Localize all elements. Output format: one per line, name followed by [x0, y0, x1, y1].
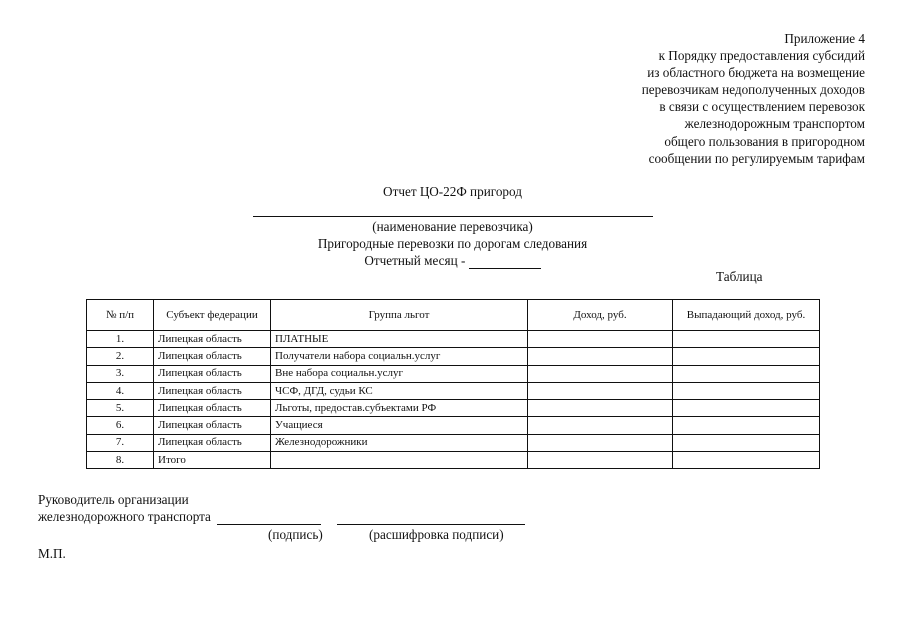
row-num: 8. — [87, 452, 154, 469]
signature-role-line2-row — [38, 508, 525, 525]
appendix-line: Приложение 4 — [784, 31, 865, 46]
row-lost-income — [673, 452, 820, 469]
header-lost-income: Выпадающий доход, руб. — [673, 300, 820, 331]
header-income: Доход, руб. — [528, 300, 673, 331]
appendix-line: из областного бюджета на возмещение — [647, 65, 865, 81]
appendix-header — [642, 30, 865, 167]
row-lost-income — [673, 417, 820, 434]
row-subject: Липецкая область — [154, 348, 271, 365]
row-lost-income — [673, 434, 820, 451]
appendix-line: в связи с осуществлением перевозок — [659, 99, 865, 115]
report-title: Отчет ЦО-22Ф пригород — [383, 184, 522, 199]
row-benefit-group — [271, 452, 528, 469]
row-income — [528, 434, 673, 451]
row-lost-income — [673, 365, 820, 382]
row-benefit-group: Учащиеся — [271, 417, 528, 434]
table-row — [87, 434, 820, 451]
row-subject: Липецкая область — [154, 417, 271, 434]
row-income — [528, 365, 673, 382]
row-subject: Липецкая область — [154, 434, 271, 451]
signature-caption: (подпись) — [268, 527, 323, 542]
row-num: 6. — [87, 417, 154, 434]
appendix-line: перевозчикам недополученных доходов — [641, 82, 865, 98]
table-row — [87, 382, 820, 399]
signature-role-line1: Руководитель организации — [38, 492, 189, 507]
row-benefit-group: Получатели набора социальн.услуг — [271, 348, 528, 365]
carrier-name-field — [0, 200, 905, 217]
row-income — [528, 400, 673, 417]
signature-block — [38, 491, 525, 525]
row-num: 5. — [87, 400, 154, 417]
row-lost-income — [673, 348, 820, 365]
header-benefit-group: Группа льгот — [271, 300, 528, 331]
table-header-row — [87, 300, 820, 331]
row-lost-income — [673, 400, 820, 417]
signature-rule — [217, 511, 321, 525]
row-subject: Липецкая область — [154, 400, 271, 417]
header-subject: Субъект федерации — [154, 300, 271, 331]
row-num: 4. — [87, 382, 154, 399]
appendix-line: общего пользования в пригородном — [664, 133, 865, 149]
row-lost-income — [673, 331, 820, 348]
stamp-label: М.П. — [38, 546, 66, 561]
row-income — [528, 417, 673, 434]
table-row — [87, 417, 820, 434]
row-benefit-group: Вне набора социальн.услуг — [271, 365, 528, 382]
row-num: 7. — [87, 434, 154, 451]
row-benefit-group: Железнодорожники — [271, 434, 528, 451]
report-table — [86, 299, 820, 469]
row-subject: Липецкая область — [154, 365, 271, 382]
row-income — [528, 331, 673, 348]
row-income — [528, 382, 673, 399]
row-income — [528, 452, 673, 469]
row-benefit-group: Льготы, предостав.субъектами РФ — [271, 400, 528, 417]
row-subject: Липецкая область — [154, 331, 271, 348]
appendix-line: железнодорожным транспортом — [684, 116, 865, 132]
row-subject: Липецкая область — [154, 382, 271, 399]
reporting-month-label: Отчетный месяц - — [364, 253, 466, 268]
table-row — [87, 365, 820, 382]
table-row — [87, 348, 820, 365]
reporting-month-row — [0, 252, 905, 269]
appendix-line: к Порядку предоставления субсидий — [658, 48, 865, 64]
row-subject: Итого — [154, 452, 271, 469]
row-num: 1. — [87, 331, 154, 348]
row-num: 2. — [87, 348, 154, 365]
row-benefit-group: ЧСФ, ДГД, судьи КС — [271, 382, 528, 399]
signature-decode-rule — [337, 511, 525, 525]
appendix-line: сообщении по регулируемым тарифам — [648, 150, 865, 166]
table-row-total — [87, 452, 820, 469]
row-income — [528, 348, 673, 365]
table-row — [87, 400, 820, 417]
table-row — [87, 331, 820, 348]
signature-decode-caption: (расшифровка подписи) — [369, 527, 504, 542]
row-lost-income — [673, 382, 820, 399]
carrier-name-rule — [253, 201, 653, 217]
reporting-month-rule — [469, 255, 541, 269]
table-label: Таблица — [716, 269, 763, 284]
carrier-name-caption: (наименование перевозчика) — [372, 219, 533, 234]
signature-role-line2: железнодорожного транспорта — [38, 509, 211, 524]
report-subtitle: Пригородные перевозки по дорогам следования — [317, 236, 588, 251]
row-benefit-group: ПЛАТНЫЕ — [271, 331, 528, 348]
row-num: 3. — [87, 365, 154, 382]
header-num: № п/п — [87, 300, 154, 331]
